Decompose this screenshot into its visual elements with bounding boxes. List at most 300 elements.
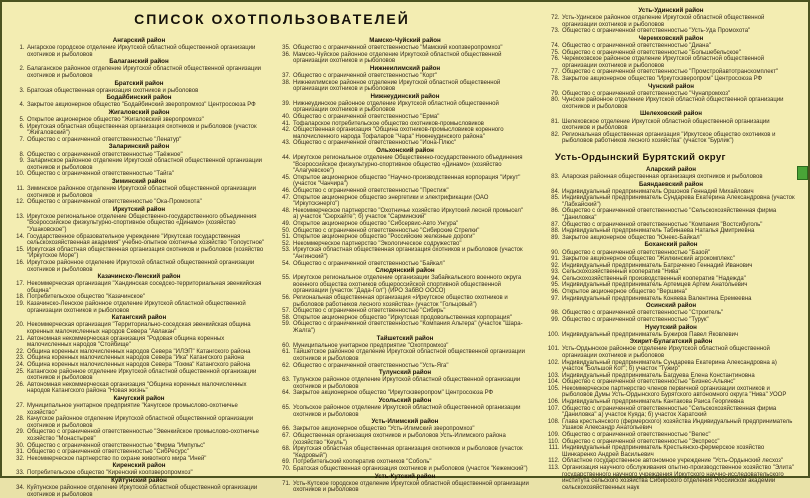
entry-number: 13. (16, 213, 25, 220)
district-header: Осинский район (645, 302, 697, 310)
list-entry (13, 403, 265, 416)
entry-text: Закрытое акционерное общество "Усть-Илимский зверопромхоз" (293, 426, 475, 433)
entry-text: Закрытое акционерное общество "Бодайбинский зверопромхоз" Центросоюза РФ (27, 102, 256, 109)
entry-number: 54. (282, 260, 291, 267)
list-entry (279, 363, 531, 370)
entry-text: Иркутское региональное отделение Общественно-государственного объединения "Всероссийское физкультурно-спортивное общество «Динамо» (хозяйство "Ушаковское") (27, 213, 257, 234)
region-header: Усть-Ордынский Бурятский округ (555, 151, 726, 163)
district-header: Мамско-Чуйский район (369, 37, 441, 44)
entry-text: Общество с ограниченной ответственностью "Иона-Плюс" (293, 140, 457, 147)
entry-subitems: а) участок "Сюрхайте"; б) участок "Сарминский" (293, 214, 427, 221)
list-entry (279, 459, 531, 466)
entry-text: Некоммерческое партнерство по охране животного мира "Иней" (27, 455, 207, 462)
district-header: Бодайбинский район (106, 94, 172, 102)
entry-text: Общество с ограниченной ответственностью "Сельскохозяйственная фирма "Даниловка" а) участок Куяда; б) участок Харатский (562, 405, 777, 419)
entry-text: Общество с ограниченной ответственностью "Компания "Востсибуголь" (562, 221, 763, 228)
district-header: Аларский район (645, 165, 697, 173)
list-entry (13, 355, 265, 362)
entry-text: Иркутское районное отделение Иркутской областной общественной организации охотников и рыболовов (27, 260, 255, 273)
entry-number: 107. (547, 405, 560, 412)
entry-number: 22. (16, 348, 25, 355)
entry-text: Общество с ограниченной ответственностью "Турук" (562, 316, 709, 323)
list-entry (279, 45, 531, 52)
entry-number: 42. (282, 127, 291, 134)
list-entry (545, 235, 797, 242)
list-entry (279, 349, 531, 362)
list-entry (13, 362, 265, 369)
list-entry (545, 208, 797, 221)
entry-text: Общество с ограниченной ответственностью "Ерма" (293, 114, 440, 121)
entry-text: Братская общественная организация охотников и рыболовов (27, 87, 199, 94)
entry-number: 61. (282, 349, 291, 356)
entry-number: 87. (551, 221, 560, 228)
list-entry (545, 332, 797, 339)
list-entry (13, 336, 265, 349)
entry-number: 48. (282, 207, 291, 214)
entry-number: 32. (16, 455, 25, 462)
entry-text: Автономная некоммерческая организация "Родовая община коренных малочисленных народов "Стойбище" (27, 335, 225, 349)
district-header: Нукутский район (645, 323, 697, 331)
entry-number: 39. (282, 100, 291, 107)
entry-text: Индивидуальный предприниматель Коняева Валентина Еремеевна (562, 295, 752, 302)
entry-number: 77. (551, 69, 560, 76)
district-header: Усть-Кутский район (374, 472, 436, 480)
entry-text: Сельскохозяйственный кооператив "Нива" (562, 269, 681, 276)
list-entry (545, 256, 797, 263)
entry-text: Открытое акционерное общество "Научно-производственная корпорация "Иркут" (участок "Чанчира") (293, 174, 521, 188)
entry-text: Мамско-Чуйское районное отделение Иркутской областной общественной организации охотников и рыболовов (293, 51, 502, 65)
list-entry (545, 132, 797, 145)
entry-text: Открытое акционерное общество "Жигаловский зверопромхоз" (27, 117, 204, 124)
list-entry (13, 171, 265, 178)
entry-number: 102. (547, 359, 560, 366)
entry-number: 85. (551, 195, 560, 202)
district-header: Куйтунский район (111, 477, 167, 484)
list-entry (13, 449, 265, 456)
entry-number: 18. (16, 294, 25, 301)
district-header: Тулунский район (378, 369, 432, 377)
list-entry (545, 360, 797, 373)
entry-text: Общество с ограниченной ответственностью "Промстройавтотранскомплект" (562, 69, 779, 76)
list-entry (279, 195, 531, 208)
entry-number: 113. (548, 465, 560, 471)
list-entry (13, 88, 265, 95)
list-entry (545, 174, 797, 181)
entry-number: 96. (551, 289, 560, 296)
entry-text: Некоммерческая организация "Территориально-соседская эвенкийская община коренных малочисленных народов Севера "Авлакан" (27, 322, 251, 335)
list-entry (545, 228, 797, 235)
entry-number: 89. (551, 234, 560, 241)
list-entry (545, 465, 797, 491)
column-left (6, 4, 272, 498)
district-header: Балаганский район (109, 58, 169, 66)
district-header: Нижнеудинский район (370, 92, 440, 100)
entry-text: Куйтунское районное отделение Иркутской областной общественной организации охотников и рыболовов (27, 485, 258, 498)
entry-text: Иркутское региональное отделение Общественно-государственного объединения "Всероссийское физкультурно-спортивное общество «Динамо» (хозяйство "Алагуевское") (293, 155, 523, 175)
entry-text: Черемховское районное отделение Иркутской областной общественной организации охотников и рыболовов (562, 56, 765, 69)
district-header: Качугский район (113, 394, 165, 402)
entry-number: 93. (551, 269, 560, 276)
entry-number: 16. (16, 260, 25, 266)
columns-container (2, 2, 808, 498)
entry-text: Открытое акционерное общество "Вершина" (562, 289, 688, 296)
entry-text: Региональная общественная организация «Иркутское общество охотников и рыболовов работников лесного хозяйства» (участок "Гольцовый") (293, 295, 508, 308)
list-entry (545, 458, 797, 465)
entry-number: 33. (16, 470, 25, 477)
list-entry (13, 382, 265, 395)
entry-number: 6. (19, 123, 25, 130)
list-entry (13, 369, 265, 382)
entry-text: Усольское районное отделение Иркутской областной общественной организации охотников и рыболовов (293, 405, 521, 418)
entry-number: 65. (282, 405, 291, 412)
entry-text: Закрытое акционерное общество "Юнекс-Байкал" (562, 234, 702, 241)
entry-text: Некоммерческое партнерство "Экологическое содружество" (293, 240, 462, 247)
entry-text: Некоммерческое партнерство "Охотничье хозяйство Иркутский лесной промысел" а) участок "Сюрхайте"; б) участок "Сарминский" (293, 208, 531, 221)
entry-text: Индивидуальный предприниматель Табинаева Наталья Дмитриевна (562, 228, 755, 235)
district-header: Заларинский район (108, 143, 170, 151)
entry-number: 25. (16, 368, 25, 375)
list-entry (279, 175, 531, 188)
list-entry (279, 241, 531, 248)
entry-number: 15. (16, 246, 25, 253)
entry-number: 81. (551, 118, 560, 125)
entry-number: 52. (282, 240, 291, 247)
list-entry (545, 43, 797, 50)
list-entry (545, 69, 797, 76)
entry-number: 35. (282, 45, 291, 52)
entry-text: Потребительское общество "Киренский коопзверопромхоз" (27, 470, 193, 477)
list-entry (545, 289, 797, 296)
entry-text: Общество с ограниченной ответственностью "Усть-Уда Промохота" (562, 28, 751, 35)
entry-number: 66. (282, 426, 291, 433)
entry-text: Общество с ограниченной ответственностью "Велес" (562, 432, 711, 439)
entry-number: 88. (551, 228, 560, 235)
list-entry (13, 301, 265, 314)
list-entry (545, 310, 797, 317)
entry-number: 27. (16, 402, 25, 409)
district-header: Усть-Илимский район (371, 418, 439, 426)
entry-text: Иркутская областная общественная организация охотников и рыболовов (участок "Жигаловский") (27, 123, 257, 137)
entry-number: 101. (547, 346, 560, 353)
entry-number: 40. (282, 114, 291, 121)
entry-text: Усть-Удинское районное отделение Иркутской областной общественной организации охотников и рыболовов (562, 15, 765, 28)
entry-text: Община коренных малочисленных народов Севера "Ика" Катангского района (27, 355, 245, 362)
entry-number: 59. (282, 321, 291, 328)
entry-text: Общество с ограниченной ответственностью "Бизнес-Альянс" (562, 379, 736, 386)
list-entry (13, 214, 265, 234)
entry-text: Некоммерческое партнерство членов первичной организации охотников и рыболовов Думы Усть-Ордынского Бурятского автономного округа "Нива" УООР (562, 385, 787, 399)
entry-text: Общество с ограниченной ответственностью "Ока-Промохота" (27, 199, 202, 206)
entry-number: 50. (282, 227, 291, 234)
entry-text: Областное государственное автономное учреждение "Усть-Ордынский лесхоз" (562, 458, 784, 465)
list-entry (545, 15, 797, 28)
entry-number: 41. (282, 120, 291, 127)
column-right (538, 4, 804, 491)
entry-number: 46. (282, 188, 291, 195)
list-entry (13, 470, 265, 477)
entry-text: Общество с ограниченной ответственностью "Строитель" (562, 310, 724, 317)
list-entry (279, 275, 531, 295)
entry-text: Некоммерческая организация "Хандинская соседско-территориальная эвенкийская община" (27, 281, 262, 294)
entry-text: Региональная общественная организация "Иркутское общество охотников и рыболовов работников лесного хозяйства" (участок "Бурлик") (562, 131, 776, 145)
district-header: Катангский район (111, 314, 167, 322)
page-title: СПИСОК ОХОТПОЛЬЗОВАТЕЛЕЙ (134, 11, 410, 27)
entry-text: Тайшетское районное отделение Иркутской областной общественной организации охотников и рыболовов (293, 349, 525, 362)
entry-text: Ангарское городское отделение Иркутской областной общественной организации охотников и рыболовов (27, 45, 256, 58)
entry-text: Общество с ограниченной ответственностью "СибРесурс" (27, 449, 189, 456)
district-header: Ангарский район (112, 37, 166, 44)
map-legend-fragment (797, 166, 808, 180)
list-entry (279, 377, 531, 390)
entry-number: 47. (282, 194, 291, 201)
list-entry (13, 158, 265, 171)
list-entry (13, 102, 265, 109)
list-entry (279, 140, 531, 147)
entry-number: 57. (282, 308, 291, 315)
list-entry (13, 429, 265, 442)
entry-number: 31. (16, 449, 25, 456)
entry-text: Закрытое акционерное общество "Жилкинский агрокомплекс" (562, 256, 735, 263)
entry-number: 2. (19, 66, 25, 73)
entry-number: 30. (16, 442, 25, 449)
entry-text: Общество с ограниченной ответственностью "Фирма "Импульс" (27, 442, 206, 449)
list-entry (13, 260, 265, 273)
entry-number: 86. (551, 208, 560, 215)
entry-number: 97. (551, 295, 560, 302)
entry-number: 91. (551, 256, 560, 263)
entry-text: Общество с ограниченной ответственностью "Ленатур" (27, 136, 182, 143)
list-entry (545, 28, 797, 35)
entry-number: 90. (551, 249, 560, 256)
entry-text: Общество с ограниченной ответственностью "Чунапромхоз" (562, 90, 731, 97)
list-entry (279, 101, 531, 114)
entry-number: 73. (551, 28, 560, 35)
list-entry (279, 114, 531, 121)
list-entry (279, 121, 531, 128)
entry-text: Тулунское районное отделение Иркутской областной общественной организации охотников и рыболовов (293, 377, 521, 390)
entry-text: Открытое акционерное общество "Российские железные дороги" (293, 234, 475, 241)
entry-text: Индивидуальный предприниматель Оршонов Геннадий Михайлович (562, 188, 754, 195)
district-header: Тайшетский район (376, 334, 434, 342)
entry-text: Глава крестьянского (фермерского) хозяйства Индивидуальный предприниматель Ушаков Александр Анатольевич (562, 418, 793, 432)
entry-number: 58. (282, 314, 291, 321)
list-entry (279, 188, 531, 195)
entry-number: 108. (547, 418, 560, 425)
entry-number: 37. (282, 72, 291, 79)
list-entry (545, 445, 797, 458)
district-header: Зиминский район (111, 177, 167, 185)
entry-number: 79. (551, 90, 560, 97)
entry-number: 9. (19, 158, 25, 165)
entry-number: 100. (547, 331, 560, 338)
list-entry (279, 321, 531, 334)
district-header: Иркутский район (112, 205, 166, 213)
list-entry (545, 296, 797, 303)
entry-text: Общество с ограниченной ответственностью "Большебельское" (562, 49, 741, 56)
list-entry (545, 97, 797, 110)
entry-text: Зиминское районное отделение Иркутской областной общественной организации охотников и рыболовов (27, 185, 256, 199)
entry-text: Община коренных малочисленных народов Севера "ИЛЭП" Катангского района (27, 348, 251, 355)
list-entry (279, 73, 531, 80)
entry-number: 19. (16, 301, 25, 308)
list-entry (279, 247, 531, 260)
entry-number: 7. (19, 136, 25, 143)
list-entry (13, 199, 265, 206)
entry-text: Автономная некоммерческая организация "Община коренных малочисленных народов Катангского района "Новая жизнь" (27, 381, 247, 395)
list-entry (13, 456, 265, 463)
list-entry (279, 80, 531, 93)
list-entry (279, 390, 531, 397)
entry-text: Казачинско-Ленское районное отделение Иркутской областной общественной организации охотников и рыболовов (27, 301, 246, 314)
entry-number: 53. (282, 247, 291, 254)
list-entry (545, 406, 797, 419)
list-entry (13, 117, 265, 124)
entry-text: Катангское районное отделение Иркутской областной общественной организации охотников и рыболовов (27, 368, 257, 382)
entry-text: Братская общественная организация охотников и рыболовов (участок "Кежемский") (293, 465, 528, 472)
list-entry (545, 56, 797, 69)
entry-number: 56. (282, 295, 291, 302)
entry-number: 112. (548, 458, 560, 465)
district-header: Эхирит-Булагатский район (629, 338, 713, 346)
entry-text: Качугское районное отделение Иркутской областной общественной организации охотников и рыболовов (27, 416, 254, 429)
entry-text: Община коренных малочисленных народов Севера "Токма" Катангского района (27, 361, 251, 368)
entry-number: 71. (282, 480, 291, 487)
list-entry (279, 426, 531, 433)
entry-number: 60. (282, 342, 291, 349)
entry-text: Индивидуальный предприниматель Кантакова Раиса Георгиевна (562, 399, 744, 406)
entry-number: 76. (551, 56, 560, 63)
entry-text: Иркутская областная общественная организация охотников и рыболовов (участок "Кедровый") (293, 446, 523, 459)
district-header: Черемховский район (638, 34, 704, 42)
entry-number: 45. (282, 174, 291, 181)
entry-number: 20. (16, 322, 25, 329)
district-header: Киренский район (112, 462, 166, 470)
entry-number: 1. (19, 45, 25, 52)
list-entry (279, 308, 531, 315)
list-entry (13, 322, 265, 335)
entry-text: Сельскохозяйственный производственный кооператив "Надежда" (562, 275, 746, 282)
list-entry (13, 247, 265, 260)
list-entry (545, 119, 797, 132)
entry-text: Тофаларское потребительское общество охотников-промысловиков (293, 120, 484, 127)
entry-number: 28. (16, 416, 25, 423)
entry-text: Общество с ограниченной ответственностью "Экспресс" (562, 438, 720, 445)
entry-text: Общество с ограниченной ответственностью "Компания Альтера" (участок "Шара-Жалга") (293, 321, 523, 335)
list-entry (279, 481, 531, 494)
entry-text: Потребительское общество "Казачинское" (27, 294, 146, 301)
entry-number: 75. (551, 49, 560, 56)
district-header: Слюдянский район (375, 267, 435, 275)
entry-number: 95. (551, 282, 560, 289)
district-header: Шелеховский район (640, 110, 702, 118)
entry-number: 98. (551, 310, 560, 317)
entry-number: 26. (16, 381, 25, 388)
list-entry (13, 281, 265, 294)
list-entry (279, 234, 531, 241)
entry-text: Индивидуальный предприниматель Батраченко Геннадий Иванович (562, 262, 753, 269)
list-entry (279, 295, 531, 308)
entry-number: 3. (19, 87, 25, 94)
district-header: Чунский район (648, 82, 694, 90)
entry-number: 68. (282, 446, 291, 453)
entry-text: Чунское районное отделение Иркутской областной общественной организации охотников и рыболовов (562, 97, 784, 110)
entry-text: Индивидуальный предприниматель Багдуева Елена Константиновна (562, 372, 755, 379)
entry-text: Открытое акционерное общество энергетики и электрификации (ОАО "Иркутскэнерго") (293, 194, 489, 208)
list-entry (545, 399, 797, 406)
entry-text: Общество с ограниченной ответственностью "Мамский коопзверопромхоз" (293, 45, 503, 52)
entry-number: 70. (282, 465, 291, 472)
entry-text: Индивидуальный предприниматель Артемцев Артем Анатольевич (562, 282, 748, 289)
entry-text: Потребительский кооператив охотников "Соболь" (293, 459, 432, 466)
list-entry (13, 137, 265, 144)
entry-number: 11. (16, 185, 25, 192)
entry-number: 62. (282, 362, 291, 369)
list-entry (279, 466, 531, 473)
entry-number: 10. (16, 171, 25, 178)
entry-text: Аларская районная общественная организация охотников и рыболовов (562, 173, 763, 180)
list-entry (279, 221, 531, 228)
entry-text: Общественная организация охотников и рыболовов Усть-Илимского района (хозяйство "Кеуль") (293, 432, 506, 446)
entry-number: 78. (551, 75, 560, 82)
entry-number: 92. (551, 262, 560, 269)
entry-number: 17. (16, 281, 25, 288)
entry-number: 49. (282, 221, 291, 228)
entry-number: 21. (16, 335, 25, 342)
list-entry (13, 124, 265, 137)
entry-text: Закрытое акционерное общество "Иркутскзверопром" Центросоюза РФ (562, 75, 763, 82)
list-entry (279, 127, 531, 140)
district-header: Усть-Удинский район (638, 7, 704, 14)
entry-number: 24. (16, 361, 25, 368)
entry-number: 38. (282, 79, 291, 86)
list-entry (279, 261, 531, 268)
list-entry (279, 405, 531, 418)
entry-number: 99. (551, 316, 560, 323)
list-entry (545, 282, 797, 289)
entry-text: Закрытое акционерное общество "Иркутскзверопром" Центросоюза РФ (293, 390, 494, 397)
entry-text: Шелеховское отделение Иркутской областной общественной организации охотников и рыболовов (562, 118, 770, 132)
column-middle (272, 4, 538, 494)
entry-text: Общество с ограниченной ответственностью "Сибирь" (293, 308, 446, 315)
list-entry (279, 446, 531, 459)
list-entry (545, 379, 797, 386)
entry-number: 12. (16, 199, 25, 206)
list-entry (545, 386, 797, 399)
list-entry (545, 269, 797, 276)
entry-number: 8. (19, 151, 25, 158)
entry-number: 4. (19, 102, 25, 109)
entry-number: 36. (282, 51, 291, 58)
entry-text: Общество с ограниченной ответственностью "Сибирские Стрелки" (293, 227, 480, 234)
entry-text: Общество с ограниченной ответственностью "Байкал" (293, 260, 445, 267)
entry-text: Общество с ограниченной ответственностью "Эвенкийское промыслово-охотничье хозяйство "Монастырев" (27, 429, 259, 442)
entry-text: Общество с ограниченной ответственностью "Сельскохозяйственная фирма "Даниловка" (562, 208, 777, 222)
entry-text: Муниципальное унитарное предприятие "Охотпромхоз" (293, 342, 449, 349)
entry-number: 5. (19, 117, 25, 124)
entry-text: Индивидуальный предприниматель Крестьянско-фермерское хозяйство Шинкаренко Андрей Васильевич (562, 445, 765, 458)
entry-number: 84. (551, 188, 560, 195)
entry-text: Индивидуальный предприниматель Бужиров Павел Яковлевич (562, 331, 739, 338)
list-entry (545, 432, 797, 439)
district-header: Жигаловский район (108, 108, 170, 116)
entry-text: Общество с ограниченной ответственностью "Корт" (293, 72, 438, 79)
entry-text: Нижнеилимское районное отделение Иркутской областной общественной организации охотников и рыболовов (293, 79, 501, 93)
entry-text: Общество с ограниченной ответственностью "Диана" (562, 42, 711, 49)
entry-text: Заларинское районное отделение Иркутской областной общественной организации охотников и рыболовов (27, 158, 263, 171)
list-entry (279, 52, 531, 65)
entry-number: 106. (547, 399, 560, 406)
entry-number: 43. (282, 140, 291, 147)
